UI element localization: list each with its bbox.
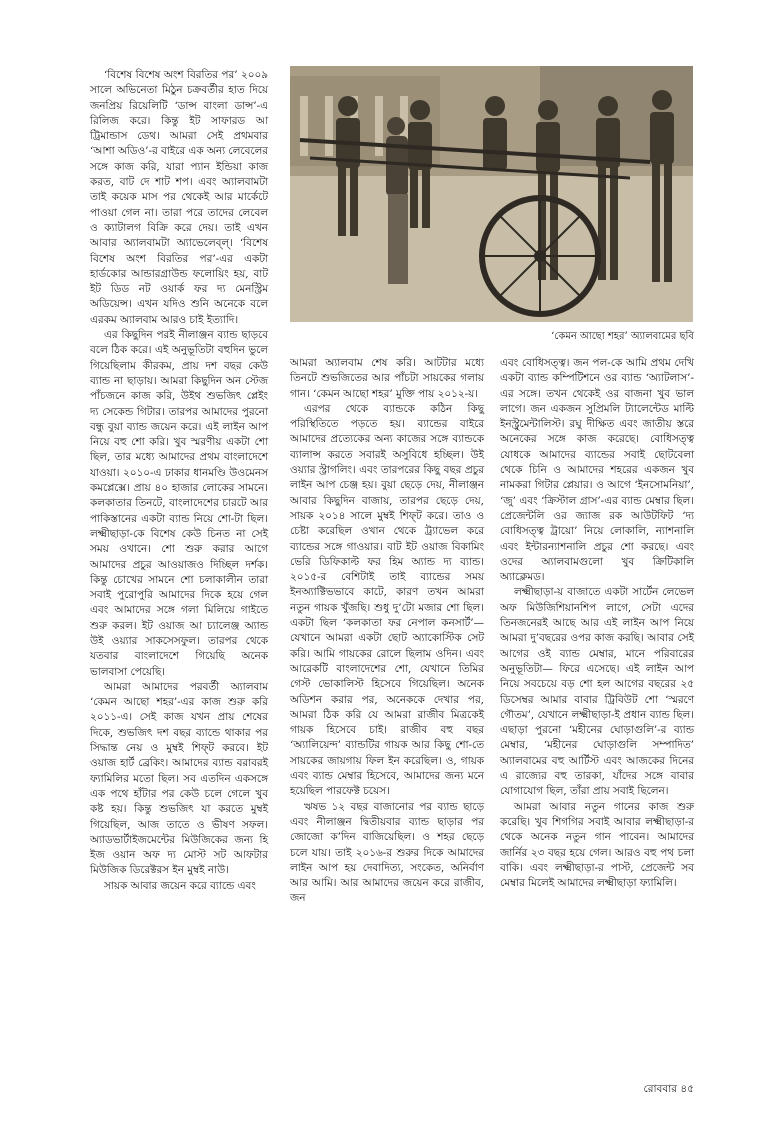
paragraph: ‘বিশেষ বিশেষ অংশ বিরতির পর’ ২০০৯ সালে অভিনেতা মিঠুন চক্রবর্তীর হাত দিয়ে জনপ্রিয় রিয়েলিটি ‘ডান্স বাংলা ডান্স’-এ রিলিজ করে। কিন্তু ইট সাফারড আ ট্রিমান্ডাস ডেথ। আমরা সেই প্রথমবার ‘আশা অডিও’-র বাইরে এক অন্য লেবেলের সঙ্গে কাজ করি, যারা প্যান ইন্ডিয়া কাজ করত, বাট দে শাট শপ। এবং অ্যালবামটা তাই কয়েক মাস পর থেকেই আর মার্কেটে পাওয়া গেল না। তারা পরে তাদের লেবেল ও ক্যাটালগ বিক্রি করে দেয়। তাই এখন আবার অ্যালবামটা অ্যাভেলেব্‌ল্‌। ‘বিশেষ বিশেষ অংশ বিরতির পর’-এর একটা হার্ডকোর আন্ডারগ্রাউন্ড ফলোয়িং হয়, বাট ইট ডিড নট ওয়ার্ক ফর দ্য মেনস্ট্রিম অডিয়েন্স। এখন যদিও শুনি অনেকে বলে এরকম অ্যালবাম আরও চাই ইত্যাদি। [90, 69, 268, 326]
band-photo-illustration [290, 66, 693, 322]
paragraph: এবং বোধিসত্ত্ব। জন পল-কে আমি প্রথম দেখি একটা ব্যান্ড কম্পিটিশনে ওর ব্যান্ড ‘অ্যাটলাস’-এর সঙ্গে। তখন থেকেই ওর বাজনা খুব ভাল লাগে। জন একজন সুপ্রিমলি ট্যালেন্টেড মাল্টি ইনস্ট্রুমেন্টালিস্ট। রঘু দীক্ষিত এবং জাতীয় স্তরে অনেকের সঙ্গে কাজ করেছে। বোধিসত্ত্ব যোধকে আমাদের ব্যান্ডের সবাই ছোটবেলা থেকে চিনি ও আমাদের শহরের একজন খুব নামকরা গিটার প্লেয়ার। ও আগে ‘ইনসোমনিয়া’, ‘জু’ এবং ‘ক্রিস্টাল গ্রাস’-এর ব্যান্ড মেম্বার ছিল। প্রেজেন্টলি ওর জ্যাজ রক আউটফিট ‘দ্য বোধিসত্ত্ব ট্রায়ো’ নিয়ে লোকালি, ন্যাশনালি এবং ইন্টারন্যাশনালি প্রচুর শো করছে। এবং ওদের অ্যালবামগুলো খুব ক্রিটিকালি অ্যাক্লেমড। [500, 357, 694, 584]
paragraph: আমরা অ্যালবাম শেষ করি। আটটার মধ্যে তিনটে শুভজিতের আর পাঁচটা সায়কের গলায় গান। ‘কেমন আছো শহর’ মুক্তি পায় ২০১২-য়। [290, 357, 484, 400]
article-column-right [500, 356, 694, 891]
paragraph: এর কিছুদিন পরই নীলাঞ্জন ব্যান্ড ছাড়বে বলে ঠিক করে। এই অনুভূতিটা বহুদিন ভুলে গিয়েছিলাম কীরকম, প্রায় দশ বছর কেউ ব্যান্ড না ছাড়ায়। আমরা কিছুদিন অন স্টেজ পাঁচজনে কাজ করি, উইথ শুভজিৎ প্লেইং দ্য সেকেন্ড গিটার। তারপর আমাদের পুরনো বন্ধু বুয়া ব্যান্ড জয়েন করে। এই লাইন আপ নিয়ে বহু শো করি। খুব স্মরণীয় একটা শো ছিল, তার মধ্যে আমাদের প্রথম বাংলাদেশে যাওয়া। ২০১০-এ ঢাকার ধানমণ্ডি উওমেনস কমপ্লেক্সে। প্রায় ৪০ হাজার লোকের সামনে। কলকাতার তিনটে, বাংলাদেশের চারটে আর পাকিস্তানের একটা ব্যান্ড নিয়ে শো-টা ছিল। লক্ষ্মীছাড়া-কে বিশেষ কেউ চিনত না সেই সময় ওখানে। শো শুরু করার আগে আমাদের প্রচুর আওয়াজও দিচ্ছিল দর্শক। কিন্তু চোখের সামনে শো চলাকালীন তারা সবাই পুরোপুরি আমাদের দিকে হয়ে গেল এবং আমাদের সঙ্গে গলা মিলিয়ে গাইতে শুরু করল। ইট ওয়াজ আ চ্যালেঞ্জ অ্যান্ড উই ওয়্যার সাকসেসফুল। তারপর থেকে যতবার বাংলাদেশে গিয়েছি অনেক ভালবাসা পেয়েছি। [90, 329, 268, 678]
paragraph: আমরা আমাদের পরবর্তী অ্যালবাম ‘কেমন আছো শহর’-এর কাজ শুরু করি ২০১১-এ। সেই কাজ যখন প্রায় শেষের দিকে, শুভজিৎ দশ বছর ব্যান্ডে থাকার পর সিদ্ধান্ত নেয় ও মুম্বই শিফ্‌ট করবে। ইট ওয়াজ হার্ট ব্রেকিং। আমাদের ব্যান্ড বরাবরই ফ্যামিলির মতো ছিল। সব এতদিন একসঙ্গে এক পথে হাঁটার পর কেউ চলে গেলে খুব কষ্ট হয়। কিন্তু শুভজিৎ যা করতে মুম্বই গিয়েছিল, আজ তাতে ও ভীষণ সফল। অ্যাডভার্টাইজমেন্টের মিউজিকের জন্য হি ইজ ওয়ান অফ দ্য মোস্ট সট আফটার মিউজিক ডিরেক্টরস ইন মুম্বই নাউ। [90, 680, 268, 877]
page-footer: রোববার ৪৫ [643, 1083, 694, 1095]
paragraph: এরপর থেকে ব্যান্ডকে কঠিন কিছু পরিস্থিতিতে পড়তে হয়। ব্যান্ডের বাইরে আমাদের প্রত্যেকের অন্য কাজের সঙ্গে ব্যান্ডকে ব্যালান্স করতে সবারই অসুবিধে হচ্ছিল। উই ওয়্যার স্ট্রাগলিং। এবং তারপরের কিছু বছর প্রচুর লাইন আপ চেঞ্জ হয়। বুয়া ছেড়ে দেয়, নীলাঞ্জন আবার কিছুদিন বাজায়, তারপর ছেড়ে দেয়, সায়ক ২০১৪ সালে মুম্বই শিফ্‌ট করে। তাও ও চেষ্টা করেছিল ওখান থেকে ট্র্যাভেল করে ব্যান্ডের সঙ্গে গাওয়ার। বাট ইট ওয়াজ বিকামিং ভেরি ডিফিকাল্ট ফর হিম অ্যান্ড দ্য ব্যান্ড। ২০১৫-র বেশিটাই তাই ব্যান্ডের সময় ইনঅ্যাক্টিভভাবে কাটে, কারণ তখন আমরা নতুন গায়ক খুঁজছি। শুধু দু’টো মজার শো ছিল। একটা ছিল ‘কলকাতা ফর নেপাল কনসার্ট’— যেখানে আমরা একটা ছোট অ্যাকোস্টিক সেট করি। আমি গায়কের রোলে ছিলাম ওদিন। এবং আরেকটি বাংলাদেশের শো, যেখানে তিমির গেস্ট ভোকালিস্ট হিসেবে গিয়েছিল। অনেক অডিশন করার পর, অনেককে দেখার পর, আমরা ঠিক করি যে আমরা রাজীব মিত্রকেই গায়ক হিসেবে চাই। রাজীব বহু বছর ‘অ্যালিয়েন্দ’ ব্যান্ডটির গায়ক আর কিছু শো-তে সায়কের জায়গায় ফিল ইন করেছিল। ও, গায়ক এবং ব্যান্ড মেম্বার হিসেবে, আমাদের জন্য মনে হয়েছিল পারফেক্ট চয়েস। [290, 402, 484, 798]
paragraph: আমরা আবার নতুন গানের কাজ শুরু করেছি। খুব শিগগির সবাই আবার লক্ষ্মীছাড়া-র থেকে অনেক নতুন গান পাবেন। আমাদের জার্নির ২৩ বছর হয়ে গেল। আরও বহু পথ চলা বাকি। এবং লক্ষ্মীছাড়া-র পাস্ট, প্রেজেন্ট সব মেম্বার মিলেই আমাদের লক্ষ্মীছাড়া ফ্যামিলি। [500, 800, 694, 890]
paragraph: লক্ষ্মীছাড়া-য় বাজাতে একটা সার্টেন লেভেল অফ মিউজিশিয়ানশিপ লাগে, সেটা এদের তিনজনেরই আছে আর এই লাইন আপ নিয়ে আমরা দু’বছরের ওপর কাজ করছি। আবার সেই আগের ওই ব্যান্ড মেম্বার, মানে পরিবারের অনুভূতিটা— ফিরে এসেছে। এই লাইন আপ নিয়ে সবচেয়ে বড় শো হল আগের বছরের ২৫ ডিসেম্বর আমার বাবার ট্রিবিউট শো ‘স্মরণে গৌতম’, যেখানে লক্ষ্মীছাড়া-ই প্রধান ব্যান্ড ছিল। এছাড়া পুরনো ‘মহীনের ঘোড়াগুলি’-র ব্যান্ড মেম্বার, ‘মহীনের ঘোড়াগুলি সম্পাদিত’ অ্যালবামের বহু আর্টিস্ট এবং আজকের দিনের এ রাজ্যের বহু তারকা, যাঁদের সঙ্গে বাবার যোগাযোগ ছিল, তাঁরা প্রায় সবাই ছিলেন। [500, 586, 694, 798]
photo-caption: ‘কেমন আছো শহর’ অ্যালবামের ছবি [551, 331, 694, 342]
article-column-middle [290, 356, 484, 907]
article-column-left [90, 68, 268, 894]
paragraph: ঋষভ ১২ বছর বাজানোর পর ব্যান্ড ছাড়ে এবং নীলাঞ্জন দ্বিতীয়বার ব্যান্ড ছাড়ার পর জোজো ক’দিন বাজিয়েছিল। ও শহর ছেড়ে চলে যায়। তাই ২০১৬-র শুরুর দিকে আমাদের লাইন আপ হয় দেবাদিত্য, সংকেত, অনির্বাণ আর আমি। আর আমাদের জয়েন করে রাজীব, জন [290, 800, 484, 905]
paragraph: সায়ক আবার জয়েন করে ব্যান্ডে এবং [104, 879, 256, 892]
band-photo [290, 66, 693, 322]
